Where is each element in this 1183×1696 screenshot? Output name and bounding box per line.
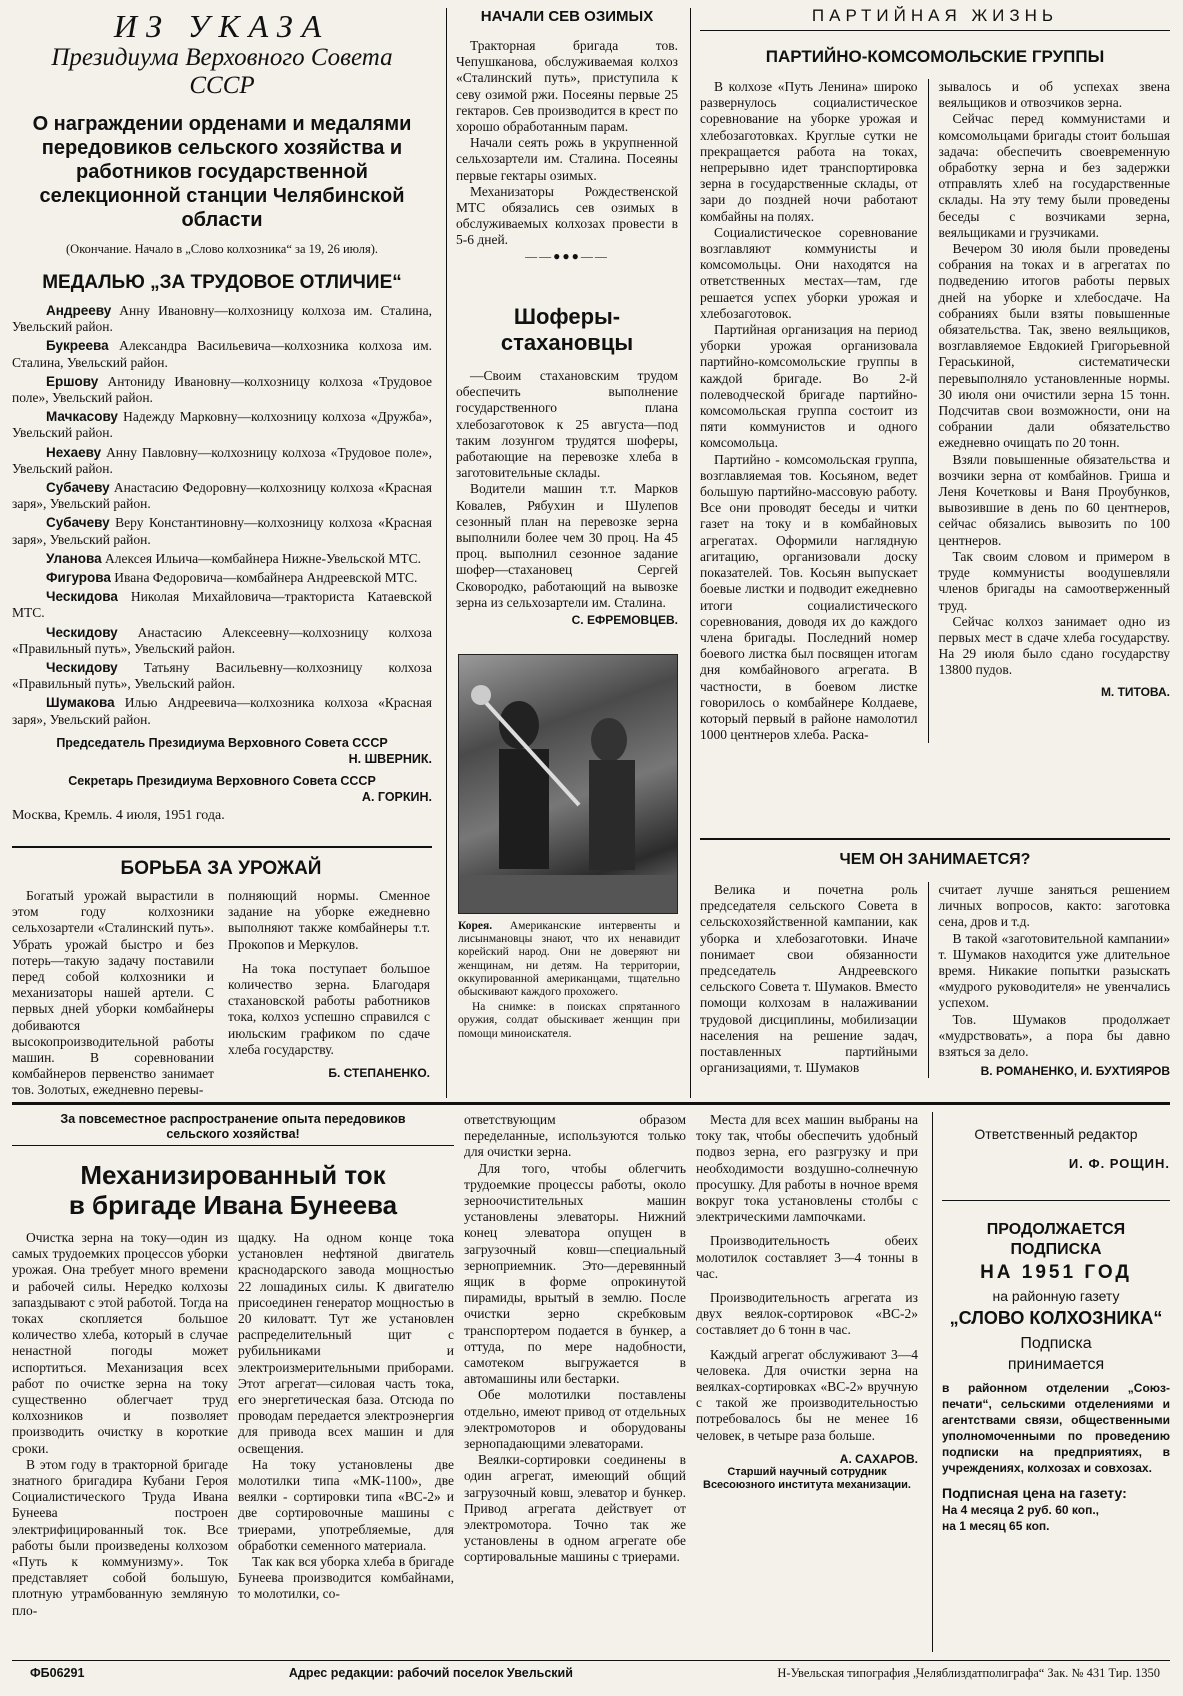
place-date: Москва, Кремль. 4 июля, 1951 года. xyxy=(12,807,225,823)
threshing-text-3: щадку. На одном конце тока установлен нефтяной двигатель краснодарского завода мощностью 22 лошадиных силы. К двигателю присоединен генератор мощностью в 20 киловатт. Тут же установлен распределительный щит с рубильниками и электроизмерительными приборами. Этот агрегат—силовая часть тока, его энергетическая база. Отсюда по проводам передается электроэнергия для привода всех машин и для освещения. xyxy=(238,1230,454,1456)
footer-address: Адрес редакции: рабочий поселок Увельский xyxy=(288,1666,573,1680)
award-name: Ческидову xyxy=(46,624,118,640)
threshing-text-4: На току установлены две молотилки типа «МК-1100», две веялки - сортировки типа «ВС-2» и две сортировочные машины с триерами, употребляемые, для обработки семенного материала. xyxy=(238,1456,454,1553)
footer-press: Н-Увельская типография „Челяблиздатполиграфа“ Зак. № 431 Тир. 1350 xyxy=(777,1666,1160,1680)
decree-header-2: Президиума Верховного Совета xyxy=(51,44,393,71)
award-entry xyxy=(12,589,432,621)
sub-line-3: НА 1951 ГОД xyxy=(980,1262,1132,1283)
sub-line-1: ПРОДОЛЖАЕТСЯ xyxy=(986,1221,1126,1238)
threshing-text-9: Веялки-сортировки соединены в один агрегат, имеющий общий загрузочный ковш, элеватор и бункер. Привод агрегата действует от электромотора. Точно так же установлены в одном агрегате обе сортировальные машины с триерами. xyxy=(464,1452,686,1565)
caption-text-2: На снимке: в поисках спрятанного оружия, солдат обыскивает женщин при помощи миноискателя. xyxy=(458,1001,680,1040)
divider xyxy=(700,838,1170,840)
threshing-text-2: В этом году в тракторной бригаде знатного бригадира Кубани Героя Социалистического Труда Ивана Бунеева построен электрифицированный ток. Все работы были произведены колхозом «Путь к коммунизму». Ток представляет собой большую, плотную утрамбованную земляную пло- xyxy=(12,1456,228,1618)
award-text: Надежду Марковну—колхозницу колхоза «Дружба», Увельский район. xyxy=(12,409,433,441)
divider xyxy=(690,8,691,1098)
award-entry xyxy=(12,625,432,657)
threshing-lead: За повсеместное распространение опыта передовиков сельского хозяйства! xyxy=(12,1112,454,1146)
award-text: Анну Павловну—колхозницу колхоза «Трудовое поле», Увельский район. xyxy=(12,444,433,476)
award-name: Ческидову xyxy=(46,660,118,676)
photo-caption xyxy=(458,920,680,1041)
threshing-text-5: Так как вся уборка хлеба в бригаде Бунеева производится комбайнами, то молотилки, со- xyxy=(238,1554,454,1602)
korea-photo xyxy=(458,654,678,914)
award-name: Уланова xyxy=(46,550,102,566)
threshing-text-1: Очистка зерна на току—один из самых трудоемких процессов уборки урожая. Она требует много времени и рабочей силы. Нередко колхозы запаздывают с этой работой. Тогда на токах скопляется большое количество хлеба, который в случае ненастной погоды может испортиться. Механизация всех работ по очистке зерна на току существенно облегчает труд колхозников и позволяет производить очистку в короткие сроки. xyxy=(12,1230,228,1456)
award-name: Ершову xyxy=(46,373,99,389)
sowing-text-2: Начали сеять рожь в укрупненной сельхозартели им. Сталина. Посеяны первые гектары озимых. xyxy=(456,135,678,183)
award-name: Нехаеву xyxy=(46,444,102,460)
party-text-2: Социалистическое соревнование возглавляют коммунисты и комсомольцы. Они находятся на ответственных местах—там, где решается успех уборки урожая и хлебозаготовок. xyxy=(700,224,918,321)
award-text: Илью Андреевича—колхозника колхоза «Красная заря», Увельский район. xyxy=(12,695,432,727)
harvest-text-1: Богатый урожай вырастили в этом году колхозники сельхозартели «Сталинский путь». Убрать урожай быстро и без потерь—такую задачу поставили перед собой колхозники и механизаторы нашей артели. С первых дней уборки комбайнеры добиваются высокопроизводительной работы машин. В соревновании комбайнеров первенство занимает тов. Золотых, ежедневно перевы- xyxy=(12,888,214,1098)
sowing-title: НАЧАЛИ СЕВ ОЗИМЫХ xyxy=(480,8,654,25)
award-name: Фигурова xyxy=(46,570,111,586)
award-text: Антониду Ивановну—колхозницу колхоза «Трудовое поле», Увельский район. xyxy=(12,373,432,406)
award-name: Букреева xyxy=(46,338,109,354)
drivers-text-2: Водители машин т.т. Марков Ковалев, Рябухин и Шулепов сезонный план на перевозке зерна выполнили более чем 30 проц. На 45 проц. выполнил сезонное задание шофер—стахановец Сергей Сковородко, работающий на вывозке зерна из сельхозартели им. Сталина. xyxy=(456,481,678,610)
award-text: Александра Васильевича—колхозника колхоза им. Сталина, Увельский район. xyxy=(12,338,432,370)
award-name: Андрееву xyxy=(46,303,112,318)
award-name: Шумакова xyxy=(46,695,115,711)
threshing-text-6: ответствующим образом переделанные, используются только для очистки зерна. xyxy=(464,1112,686,1160)
decree-note: (Окончание. Начало в „Слово колхозника“ за 19, 26 июля). xyxy=(66,242,378,256)
award-text: Веру Константиновну—колхозницу колхоза «Красная заря», Увельский район. xyxy=(12,515,432,547)
award-name: Субачеву xyxy=(46,480,110,496)
award-entry xyxy=(12,551,432,567)
threshing-sign: А. САХАРОВ. xyxy=(839,1451,918,1466)
threshing-sign-role: Старший научный сотрудник Всесоюзного института механизации. xyxy=(703,1465,911,1491)
sowing-text-1: Тракторная бригада тов. Чепушканова, обслуживаемая колхоз «Сталинский путь», приступила к севу озимой ржи. Посеяны первые 25 гектаров. Сев производится в крест по хорошо обработанным парам. xyxy=(456,38,678,135)
threshing-text-8: Обе молотилки поставлены отдельно, имеют привод от отдельных электромоторов и оборудованы зернопадающими элеваторами. xyxy=(464,1387,686,1452)
editor-name: И. Ф. РОЩИН. xyxy=(1068,1156,1170,1171)
threshing-text-7: Для того, чтобы облегчить трудоемкие процессы работы, около зерноочистительных машин установлены элеваторы. Нижний конец элеватора опущен в загрузочный ковш—специальный зерноприемник. Это—деревянный ящик в форме опрокинутой пирамиды, врытый в землю. После очистки зерно скребковым транспортером подается в бункер, а оттуда, по мере надобности, самотеком выгружается в автомашины или бестарки. xyxy=(464,1160,686,1387)
occupied-sign: В. РОМАНЕНКО, И. БУХТИЯРОВ xyxy=(980,1064,1170,1079)
sub-line-10: На 4 месяца 2 руб. 60 коп., xyxy=(942,1503,1099,1517)
drivers-sign: С. ЕФРЕМОВЦЕВ. xyxy=(571,613,678,628)
sub-line-5: „СЛОВО КОЛХОЗНИКА“ xyxy=(949,1308,1163,1328)
sub-line-9: Подписная цена на газету: xyxy=(942,1485,1127,1501)
award-entry xyxy=(12,374,432,406)
harvest-sign: Б. СТЕПАНЕНКО. xyxy=(328,1066,430,1081)
party-sign: М. ТИТОВА. xyxy=(1100,684,1170,699)
chair-name: Н. ШВЕРНИК. xyxy=(348,751,432,766)
occupied-text-2: считает лучше заняться решением личных вопросов, както: заготовка сена, дров и т.д. xyxy=(938,882,1170,930)
secretary-name: А. ГОРКИН. xyxy=(361,789,432,804)
harvest-text-3: На тока поступает большое количество зерна. Благодаря стахановской работы работников тока, колхоз успешно справился с июльским графиком по сдаче хлеба государству. xyxy=(228,960,430,1057)
award-text: Анастасию Алексеевну—колхозницу колхоза «Правильный путь», Увельский район. xyxy=(12,624,432,656)
harvest-article xyxy=(12,858,430,1099)
threshing-title: Механизированный ток xyxy=(80,1160,386,1190)
award-entry xyxy=(12,409,432,441)
divider xyxy=(942,1200,1170,1201)
harvest-text-2: полняющий нормы. Сменное задание на уборке ежедневно выполняют также комбайнеры т.т. Прокопов и Меркулов. xyxy=(228,888,430,952)
editor-label: Ответственный редактор xyxy=(974,1126,1138,1142)
soldier-figures-icon xyxy=(459,655,677,913)
occupied-title: ЧЕМ ОН ЗАНИМАЕТСЯ? xyxy=(839,851,1031,868)
sub-line-2: ПОДПИСКА xyxy=(1010,1241,1102,1258)
award-text: Анну Ивановну—колхозницу колхоза им. Сталина, Увельский район. xyxy=(12,303,433,335)
party-text-5: зывалось и об успехах звена веяльщиков и отвозчиков зерна. xyxy=(938,79,1170,111)
award-name: Мачкасову xyxy=(46,409,118,425)
divider xyxy=(12,846,432,848)
drivers-text-1: —Своим стахановским трудом обеспечить выполнение государственного плана хлебозаготовок к 25 августа—под таким лозунгом трудятся шоферы, работающие на перевозке хлеба в заготовительные склады. xyxy=(456,368,678,481)
divider xyxy=(932,1112,933,1652)
awards-list xyxy=(12,303,432,728)
decree-block xyxy=(12,8,432,824)
award-text: Алексея Ильича—комбайнера Нижне-Увельской МТС. xyxy=(105,550,422,566)
party-text-1: В колхозе «Путь Ленина» широко развернулось социалистическое соревнование на уборке урожая и хлебозаготовках. Круглые сутки не прекращается работа на токах, непрерывно идет транспортировка зерна в государственные склады, от зари до поздней ночи работают комбайны на полях. xyxy=(700,79,918,224)
party-text-8: Взяли повышенные обязательства и возчики зерна от комбайнов. Гриша и Леня Кочетковы и Ваня Проубунков, вывозившие в день по 60 центнеров, сейчас обязались вывозить по 100 центнеров. xyxy=(938,451,1170,548)
sub-line-7: принимается xyxy=(1007,1356,1105,1373)
party-text-6: Сейчас перед коммунистами и комсомольцами бригады стоит большая задача: обеспечить своевременную обработку зерна и без задержки отправлять хлеб на государственные склады. На эту тему были проведены беседы с возчиками зерна, веяльщиками и грузчиками. xyxy=(938,111,1170,240)
drivers-title: Шоферы-стахановцы xyxy=(500,304,634,355)
occupied-text-4: Тов. Шумаков продолжает «мудрствовать», а пора бы давно взяться за дело. xyxy=(938,1011,1170,1060)
drivers-article xyxy=(456,304,678,627)
party-text-10: Сейчас колхоз занимает одно из первых мест в сдаче хлеба государству. На 29 июля было сдано государству 13800 пудов. xyxy=(938,613,1170,678)
threshing-title-2: в бригаде Ивана Бунеева xyxy=(68,1190,398,1220)
award-entry xyxy=(12,695,432,727)
occupied-text-1: Велика и почетна роль председателя сельского Совета в сельскохозяйственной кампании, как уборка и хлебозаготовки. Иначе понимает свои обязанности председатель Андреевского сельского Совета т. Шумаков. Вместо помощи колхозам в налаживании трудовой дисциплины, мобилизации населения на решение задач, поставленных партийными организациями, т. Шумаков xyxy=(700,882,918,1076)
footer-rule xyxy=(12,1660,1170,1661)
ornament: ——●●●—— xyxy=(525,248,609,263)
editor-block xyxy=(942,1126,1170,1171)
party-text-9: Так своим словом и примером в труде коммунисты воодушевляли членов бригады на самоотверженный труд. xyxy=(938,548,1170,613)
award-text: Николая Михайловича—тракториста Катаевской МТС. xyxy=(12,589,432,621)
subscription-ad xyxy=(942,1220,1170,1534)
award-entry xyxy=(12,303,432,335)
party-article xyxy=(700,6,1170,743)
sowing-article xyxy=(456,8,678,264)
sub-line-4: на районную газету xyxy=(992,1288,1120,1304)
award-entry xyxy=(12,338,432,370)
rubric-rule xyxy=(700,30,1170,31)
award-entry xyxy=(12,660,432,692)
award-entry xyxy=(12,570,432,586)
sub-line-11: на 1 месяц 65 коп. xyxy=(942,1519,1050,1533)
threshing-text-10: Места для всех машин выбраны на току так, чтобы обеспечить удобный подвоз зерна, его разгрузку и при необходимости воздушно-солнечную просушку. Для работы в ночное время вокруг тока установлены столбы с электрическими лампочками. xyxy=(696,1112,918,1225)
party-title: ПАРТИЙНО-КОМСОМОЛЬСКИЕ ГРУППЫ xyxy=(765,47,1105,66)
decree-header-3: СССР xyxy=(189,72,255,99)
award-name: Ческидова xyxy=(46,589,118,605)
occupied-article xyxy=(700,850,1170,1078)
award-entry xyxy=(12,515,432,547)
party-text-3: Партийная организация на период уборки урожая организовала партийно-комсомольские группы в каждой бригаде. Во 2-й полеводческой бригаде партийно-комсомольская группа состоит из пяти коммунистов и одного комсомольца. xyxy=(700,322,918,451)
divider xyxy=(446,8,447,1098)
section-divider xyxy=(12,1102,1170,1105)
footer xyxy=(30,1666,1160,1681)
award-name: Субачеву xyxy=(46,515,110,531)
sowing-text-3: Механизаторы Рождественской МТС обязались сев озимых в обслуживаемых колхозах провести в 5-6 дней. xyxy=(456,183,678,248)
party-text-4: Партийно - комсомольская группа, возглавляемая тов. Косьяном, ведет большую партийно-массовую работу. Все они проводят беседы и читки газет на току и в комбайновых агрегатах. Оформили наглядную агитацию, организовали доску показателей. Тов. Косьян выпускает боевые листки и подводит ежедневно итоги социалистического соревнования, доводя их до каждого члена бригады. Последний номер боевого листка был посвящен итогам дня комбайнового агрегата. В частности, в боевом листке говорилось о комбайнере Колдаеве, который первый в районе намолотил 1000 центнеров хлеба. Раска- xyxy=(700,451,918,743)
chair-title: Председатель Президиума Верховного Совета СССР xyxy=(56,735,388,750)
occupied-text-3: В такой «заготовительной кампании» т. Шумаков находится уже длительное время. Никакие попытки разыскать «мудрого руководителя» не увенчались успехом. xyxy=(938,930,1170,1011)
party-text-7: Вечером 30 июля были проведены собрания на токах и в агрегатах по подведению итогов работы первых дней на уборке и хлебосдаче. На собраниях были взяты повышенные обязательства. Так, звено веяльщиков, возглавляемое Евдокией Григорьевной Гераськиной, систематически перевыполняло установленные нормы. 30 июля они очистили зерна 15 тонн. Подсчитав свои возможности, они на собрании дали обязательство ежедневно очищать по 20 тонн. xyxy=(938,241,1170,451)
caption-text: Корея. Американские интервенты и лисынмановцы знают, что их ненавидит корейский народ. Они не доверяют ни женщинам, ни детям. На территории, оккупированной американцами, тщательно обыскивают каждого прохожего. xyxy=(458,920,681,999)
award-text: Татьяну Васильевну—колхозницу колхоза «Правильный путь», Увельский район. xyxy=(12,660,432,692)
decree-header: ИЗ УКАЗА xyxy=(113,8,331,44)
party-rubric: ПАРТИЙНАЯ ЖИЗНЬ xyxy=(811,6,1059,25)
award-entry xyxy=(12,480,432,512)
threshing-article xyxy=(12,1112,922,1619)
award-entry xyxy=(12,445,432,477)
harvest-title: БОРЬБА ЗА УРОЖАЙ xyxy=(120,858,322,879)
threshing-text-12: Производительность агрегата из двух веялок-сортировок «ВС-2» составляет до 6 тонн в час. xyxy=(696,1290,918,1338)
footer-code: ФБ06291 xyxy=(30,1666,85,1680)
medal-heading: МЕДАЛЬЮ „ЗА ТРУДОВОЕ ОТЛИЧИЕ“ xyxy=(42,272,402,293)
threshing-text-13: Каждый агрегат обслуживают 3—4 человека. Для очистки зерна на веялках-сортировках «ВС-2» вручную с такой же производительностью потребовалось бы не менее 16 человек, в четыре раза больше. xyxy=(696,1346,918,1443)
award-text: Анастасию Федоровну—колхозницу колхоза «Красная заря», Увельский район. xyxy=(12,480,432,512)
decree-title: О награждении орденами и медалями передовиков сельского хозяйства и работников государственной селекционной станции Челябинской области xyxy=(32,113,412,231)
sub-line-6: Подписка xyxy=(1020,1335,1092,1352)
secretary-title: Секретарь Президиума Верховного Совета СССР xyxy=(68,773,376,788)
sub-line-8: в районном отделении „Союз-печати“, сельскими отделениями и агентствами связи, общественными уполномоченными по проведению подписки на предприятиях, в учреждениях, колхозах и совхозах. xyxy=(942,1381,1170,1475)
threshing-text-11: Производительность обеих молотилок составляет 3—4 тонны в час. xyxy=(696,1233,918,1281)
award-text: Ивана Федоровича—комбайнера Андреевской МТС. xyxy=(114,570,418,586)
